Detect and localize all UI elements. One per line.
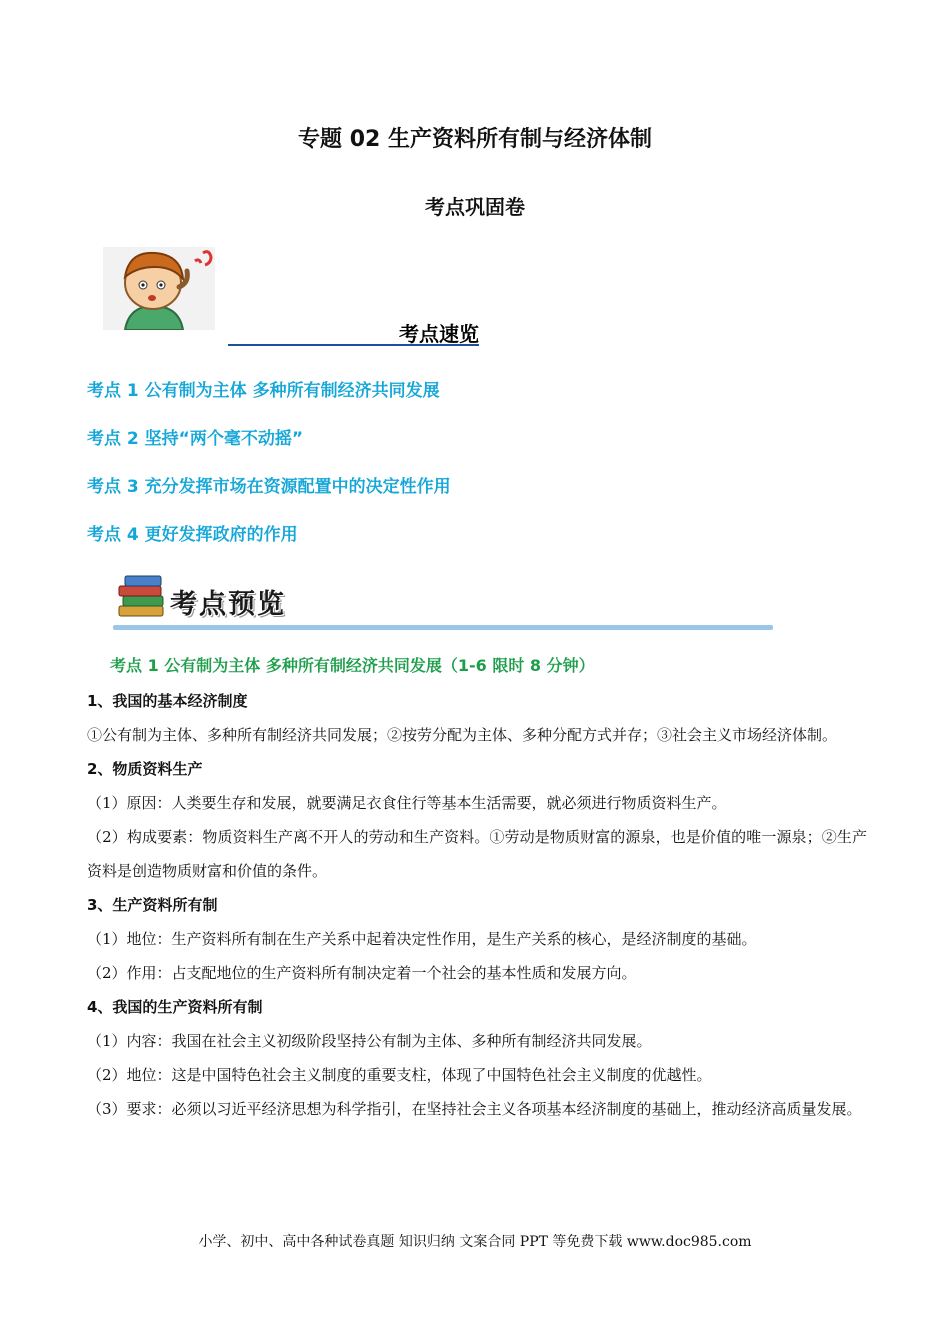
topic-link-3[interactable]: 考点 3 充分发挥市场在资源配置中的决定性作用 (87, 477, 451, 497)
paragraph: （1）内容：我国在社会主义初级阶段坚持公有制为主体、多种所有制经济共同发展。 (87, 1032, 652, 1050)
books-icon (115, 572, 167, 620)
page-title: 专题 02 生产资料所有制与经济体制 (298, 127, 652, 152)
paragraph: （1）地位：生产资料所有制在生产关系中起着决定性作用，是生产关系的核心，是经济制度的基础。 (87, 930, 757, 948)
overview-heading (228, 318, 479, 346)
page-footer[interactable]: 小学、初中、高中各种试卷真题 知识归纳 文案合同 PPT 等免费下载 www.doc985.com (198, 1234, 752, 1250)
paragraph: （3）要求：必须以习近平经济思想为科学指引，在坚持社会主义各项基本经济制度的基础上，推动经济高质量发展。 (87, 1100, 862, 1118)
paragraph: （2）构成要素：物质资料生产离不开人的劳动和生产资料。①劳动是物质财富的源泉，也是价值的唯一源泉；②生产资料是创造物质财富和价值的条件。 (87, 828, 867, 880)
thinking-boy-icon (103, 247, 215, 330)
topic-link-2[interactable]: 考点 2 坚持“两个毫不动摇” (87, 429, 304, 449)
topic-link-1[interactable]: 考点 1 公有制为主体 多种所有制经济共同发展 (87, 381, 440, 401)
paragraph: （2）作用：占支配地位的生产资料所有制决定着一个社会的基本性质和发展方向。 (87, 964, 637, 982)
heading-1: 1、我国的基本经济制度 (87, 692, 248, 710)
topic-link-4[interactable]: 考点 4 更好发挥政府的作用 (87, 525, 298, 545)
overview-heading-label: 考点速览 (399, 322, 479, 346)
content-body (87, 684, 867, 1126)
page-subtitle: 考点巩固卷 (425, 195, 525, 219)
heading-2: 2、物质资料生产 (87, 760, 203, 778)
heading-4: 4、我国的生产资料所有制 (87, 998, 263, 1016)
section-heading: 考点 1 公有制为主体 多种所有制经济共同发展（1-6 限时 8 分钟） (110, 656, 595, 675)
paragraph: （1）原因：人类要生存和发展，就要满足衣食住行等基本生活需要，就必须进行物质资料生产。 (87, 794, 727, 812)
banner-divider (113, 625, 773, 630)
paragraph: （2）地位：这是中国特色社会主义制度的重要支柱，体现了中国特色社会主义制度的优越性。 (87, 1066, 712, 1084)
preview-banner (113, 570, 773, 632)
preview-banner-label: 考点预览 (170, 589, 286, 620)
heading-3: 3、生产资料所有制 (87, 896, 218, 914)
paragraph: ①公有制为主体、多种所有制经济共同发展；②按劳分配为主体、多种分配方式并存；③社会主义市场经济体制。 (87, 726, 838, 744)
